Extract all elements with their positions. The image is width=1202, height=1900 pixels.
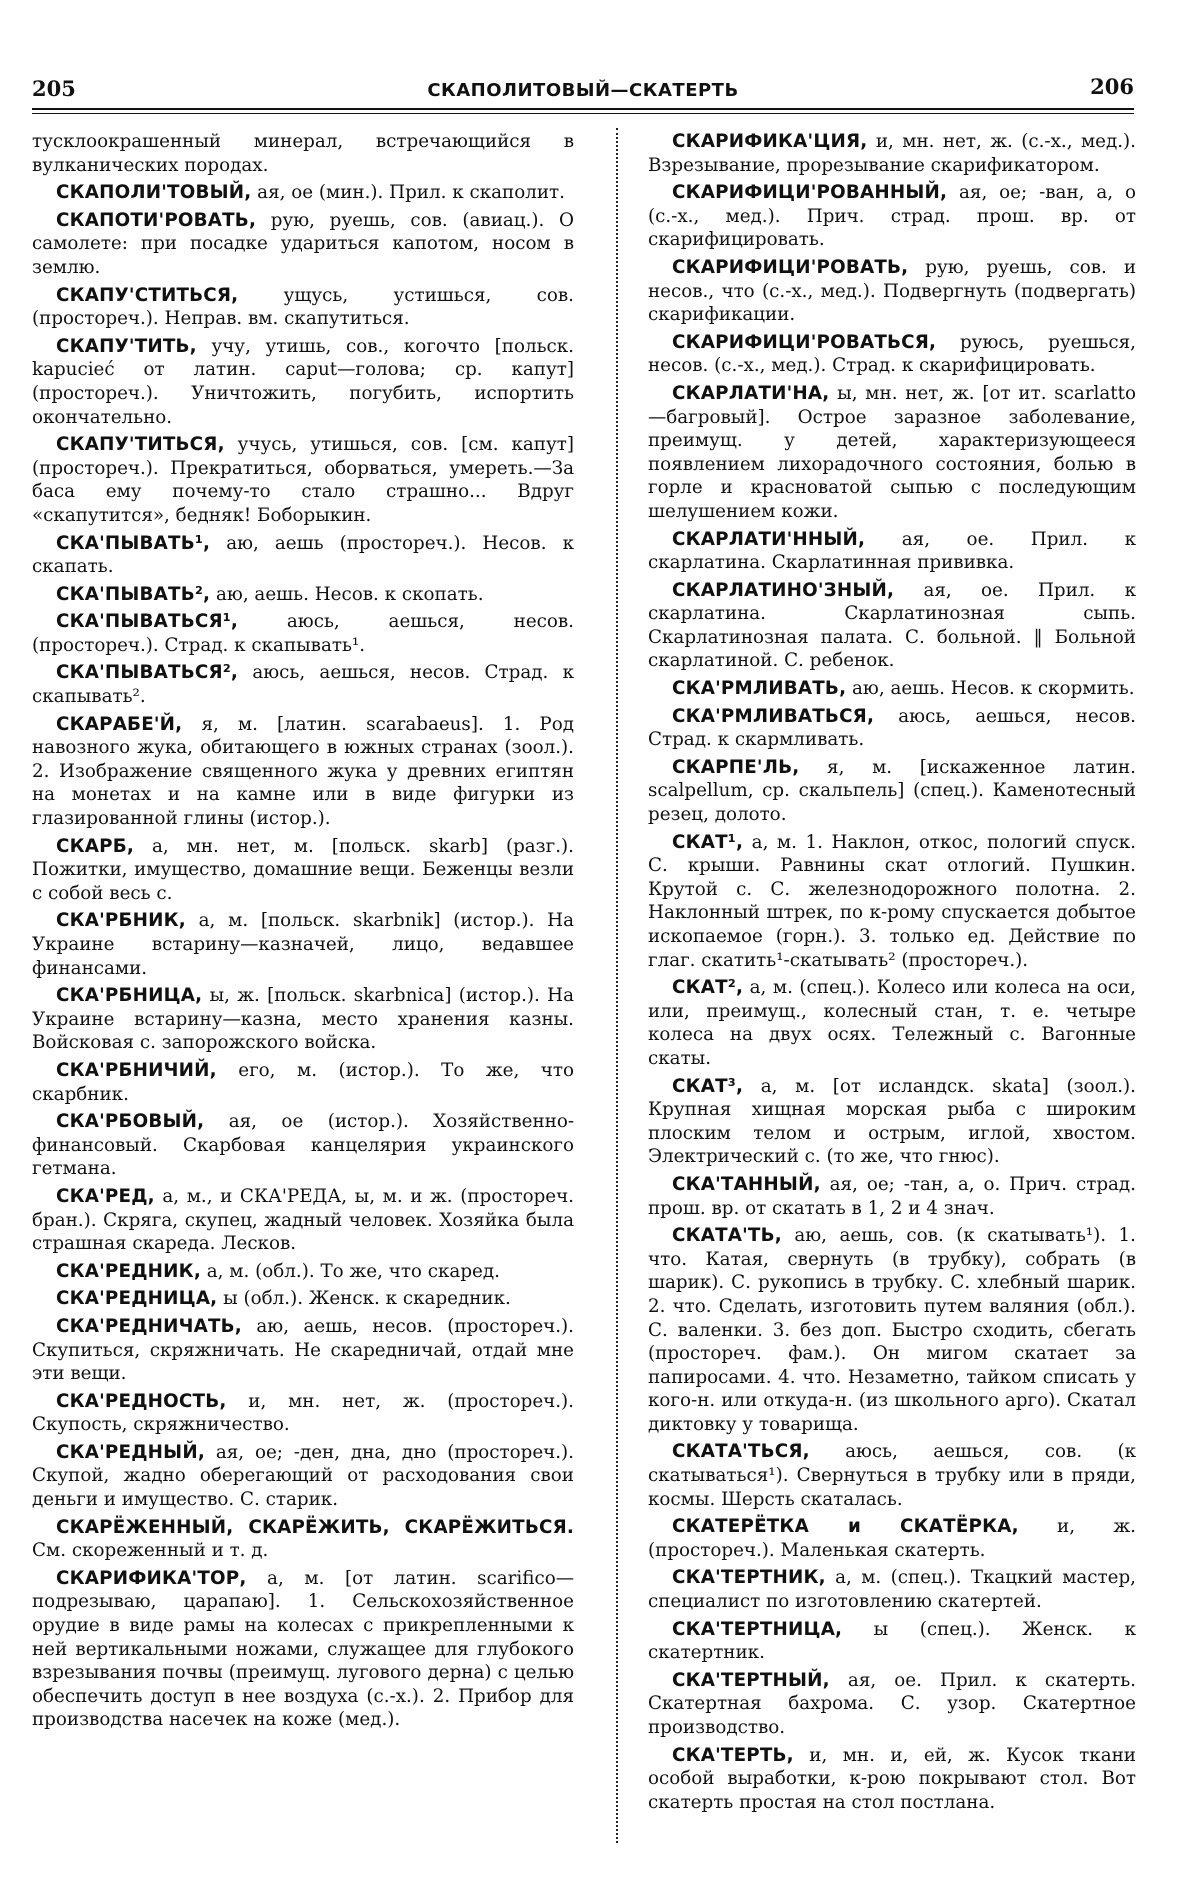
entry-headword: СКАРИФИКА'ЦИЯ, — [672, 131, 868, 152]
entry-definition: а, м., и СКА'РЕДА, ы, м. и ж. (простореч. бран.). Скряга, скупец, жадный человек. Хозяйка была страшная скареда. Лесков. — [32, 1185, 574, 1255]
entry-headword: СКАТА'ТЬСЯ, — [672, 1441, 810, 1463]
entry-headword: СКА'ПЫВАТЬСЯ², — [56, 662, 239, 684]
entry-definition: я, м. [латин. scarabaeus]. 1. Род навозного жука, обитающего в южных странах (зоол.). 2. Изображение священного жука у древних египтян на монетах и на камне или в виде фигурки из глазированной глины (истор.). — [32, 713, 574, 830]
entry-definition: аюсь, аешься, несов. Страд. к скапывать². — [32, 662, 574, 708]
dictionary-entry — [648, 130, 1136, 177]
left-column — [32, 130, 574, 1736]
entry-definition: рую, руешь, сов. (авиац.). О самолете: при посадке удариться капотом, носом в землю. — [32, 209, 574, 278]
entry-headword: СКАПОТИ'РОВАТЬ, — [56, 209, 257, 231]
entry-headword: СКАПУ'СТИТЬСЯ, — [56, 284, 239, 306]
dictionary-entry — [648, 1440, 1136, 1511]
dictionary-entry — [32, 1260, 574, 1284]
entry-definition: ая, ое; -тан, а, о. Прич. страд. прош. вр. от скатать в 1, 2 и 4 знач. — [648, 1173, 1136, 1219]
dictionary-entry — [32, 661, 574, 708]
entry-headword: СКАТЕРЁТКА и СКАТЁРКА, — [672, 1516, 1019, 1538]
entry-definition: ая, ое. Прил. к скарлатина. Скарлатинная прививка. — [648, 528, 1136, 574]
entry-definition: а, м. (спец.). Колесо или колеса на оси, или, преимущ., колесный стан, т. е. четыре колеса на двух осях. Тележный с. Вагонные скаты. — [648, 977, 1136, 1069]
entry-headword: СКАРИФИКА'ТОР, — [56, 1567, 247, 1589]
entry-definition: ая, ое; -ден, дна, дно (простореч.). Скупой, жадно оберегающий от расходования свои деньги и имущество. С. старик. — [32, 1441, 574, 1511]
right-column — [648, 130, 1136, 1818]
dictionary-entry — [648, 181, 1136, 252]
entry-definition: а, м. [от латин. scarifico—подрезываю, царапаю]. 1. Сельскохозяйственное орудие в виде рамы на колесах с прикрепленными к ней вертикальными ножами, служащее для глубокого взрезывания почвы (преимущ. лугового дерна) с целью обеспечить доступ в нее воздуха (с.-х.). 2. Прибор для производства насечек на коже (мед.). — [32, 1567, 574, 1731]
entry-headword: СКАРПЕ'ЛЬ, — [672, 756, 800, 778]
page-number-right: 206 — [1090, 74, 1134, 99]
dictionary-entry — [32, 1441, 574, 1512]
entry-headword: СКА'ТЕРТЬ, — [672, 1744, 794, 1766]
dictionary-entry — [648, 256, 1136, 327]
page-number-left: 205 — [32, 76, 76, 101]
dictionary-entry — [32, 1390, 574, 1437]
entry-definition: его, м. (истор.). То же, что скарбник. — [32, 1059, 574, 1105]
dictionary-entry — [32, 984, 574, 1055]
dictionary-entry — [32, 583, 574, 607]
entry-headword: СКА'ТЕРТНЫЙ, — [672, 1669, 830, 1691]
entry-definition: аюсь, аешься, несов. (простореч.). Страд. к скапывать¹. — [32, 611, 574, 656]
dictionary-entry — [32, 1315, 574, 1386]
entry-headword: СКА'ПЫВАТЬСЯ¹, — [56, 611, 239, 633]
entry-headword: СКА'РЕД, — [56, 1185, 155, 1207]
dictionary-entry — [648, 756, 1136, 827]
dictionary-entry — [648, 1618, 1136, 1665]
header-rule — [32, 108, 1134, 110]
dictionary-entry — [32, 284, 574, 331]
entry-headword: СКА'ТАННЫЙ, — [672, 1173, 821, 1195]
entry-headword: СКА'ТЕРТНИЦА, — [672, 1618, 843, 1640]
entry-definition: а, м. (спец.). Ткацкий мастер, специалист по изготовлению скатертей. — [648, 1567, 1136, 1613]
entry-definition: ая, ое; -ван, а, о (с.-х., мед.). Прич. страд. прош. вр. от скарифицировать. — [648, 182, 1136, 251]
entry-headword: СКА'РЕДНОСТЬ, — [56, 1390, 227, 1412]
dictionary-entry — [32, 1287, 574, 1311]
entry-headword: СКАРАБЕ'Й, — [56, 713, 183, 735]
entry-headword: СКА'ПЫВАТЬ¹, — [56, 532, 211, 554]
dictionary-entry — [32, 835, 574, 906]
entry-headword: СКА'ТЕРТНИК, — [672, 1567, 826, 1589]
entry-definition: ущусь, устишься, сов. (простореч.). Неправ. вм. скапутиться. — [32, 284, 574, 330]
entry-definition: ы, мн. нет, ж. [от ит. scarlatto—багровый]. Острое заразное заболевание, преимущ. у детей, характеризующееся появлением лихорадочного состояния, болью в горле и красноватой сыпью с последующим шелушением кожи. — [648, 382, 1136, 522]
entry-headword: СКА'РМЛИВАТЬ, — [672, 678, 847, 700]
entry-definition: ы (обл.). Женск. к скаредник. — [217, 1288, 511, 1310]
entry-headword: СКА'РЕДНИК, — [56, 1260, 201, 1282]
dictionary-entry — [648, 1744, 1136, 1815]
entry-headword: СКАПОЛИ'ТОВЫЙ, — [56, 182, 252, 204]
entry-headword: СКА'РЕДНИЧАТЬ, — [56, 1315, 242, 1337]
entry-headword: СКАТ², — [672, 977, 744, 999]
entry-headword: СКАРЛАТИ'НА, — [672, 382, 830, 404]
entry-definition: учусь, утишься, сов. [см. капут] (простореч.). Прекратиться, оборваться, умереть.—За баса ему почему-то стало страшно... Вдруг «скапутится», бедняк! Боборыкин. — [32, 434, 574, 526]
entry-definition: аю, аешь, сов. (к скатывать¹). 1. что. Катая, свернуть (в трубку), собрать (в шарик). С. рукопись в трубку. С. хлебный шарик. 2. что. Сделать, изготовить путем валяния (обл.). С. валенки. 3. без доп. Быстро сходить, сбегать (простореч. фам.). Он мигом скатает за папиросами. 4. что. Незаметно, тайком списать у кого-н. или откуда-н. (из школьного арго). Скатал диктовку у товарища. — [648, 1225, 1136, 1435]
entry-headword: СКА'РМЛИВАТЬСЯ, — [672, 705, 875, 727]
entry-headword: СКАРЁЖЕННЫЙ, СКАРЁЖИТЬ, СКАРЁЖИТЬСЯ. — [56, 1516, 574, 1538]
dictionary-entry — [648, 579, 1136, 673]
entry-definition: аю, аешь, несов. (простореч.). Скупиться, скряжничать. Не скаредничай, отдай мне эти вещи. — [32, 1315, 574, 1385]
entry-headword: СКАРИФИЦИ'РОВАННЫЙ, — [672, 182, 948, 204]
entry-headword: СКА'РБНИЧИЙ, — [56, 1059, 217, 1081]
dictionary-entry — [32, 335, 574, 429]
entry-definition: я, м. [искаженное латин. scalpellum, ср. скальпель] (спец.). Каменотесный резец, долото. — [648, 756, 1136, 826]
entry-headword: СКА'РБНИЦА, — [56, 985, 203, 1007]
entry-definition: аю, аешь. Несов. к скопать. — [210, 583, 484, 605]
dictionary-entry — [32, 1059, 574, 1106]
entry-headword: СКАПУ'ТИТЬСЯ, — [56, 434, 225, 456]
dictionary-entry — [648, 677, 1136, 701]
entry-definition: ы (спец.). Женск. к скатертник. — [648, 1618, 1136, 1664]
dictionary-entry — [648, 976, 1136, 1070]
dictionary-entry — [32, 909, 574, 980]
dictionary-entry — [32, 433, 574, 527]
entry-definition: а, м. [от исландск. skata] (зоол.). Крупная хищная морская рыба с широким плоским телом и острым, иглой, хвостом. Электрический с. (то же, что гнюс). — [648, 1075, 1136, 1168]
dictionary-entry — [32, 209, 574, 280]
entry-definition: руюсь, руешься, несов. (с.-х., мед.). Страд. к скарифицировать. — [648, 331, 1136, 377]
entry-definition: ая, ое (истор.). Хозяйственно-финансовый. Скарбовая канцелярия украинского гетмана. — [32, 1111, 574, 1180]
header-rule-thin — [32, 113, 1134, 114]
entry-headword: СКА'РЕДНИЦА, — [56, 1288, 218, 1310]
entry-headword: СКАРИФИЦИ'РОВАТЬСЯ, — [672, 331, 937, 353]
entry-definition: и, мн. нет, ж. (с.-х., мед.). Взрезывание, прорезывание скарификатором. — [648, 131, 1136, 176]
entry-definition: тусклоокрашенный минерал, встречающийся в вулканических породах. — [32, 131, 574, 176]
entry-definition: аю, аешь (простореч.). Несов. к скапать. — [32, 532, 574, 578]
dictionary-entry — [32, 1110, 574, 1181]
dictionary-entry — [32, 1185, 574, 1256]
entry-definition: ая, ое. Прил. к скарлатина. Скарлатинозная сыпь. Скарлатинозная палата. С. больной. ‖ Больной скарлатиной. С. ребенок. — [648, 579, 1136, 672]
dictionary-entry — [648, 1173, 1136, 1220]
entry-definition: рую, руешь, сов. и несов., что (с.-х., мед.). Подвергнуть (подвергать) скарификации. — [648, 256, 1136, 326]
entry-headword: СКАТ³, — [672, 1075, 744, 1097]
entry-definition: ая, ое. Прил. к скатерть. Скатертная бахрома. С. узор. Скатертное производство. — [648, 1669, 1136, 1738]
entry-definition: ая, ое (мин.). Прил. к скаполит. — [251, 182, 565, 204]
dictionary-entry — [32, 713, 574, 831]
dictionary-entry — [32, 1567, 574, 1732]
dictionary-entry — [648, 831, 1136, 973]
entry-definition: аюсь, аешься, несов. Страд. к скармливать. — [648, 705, 1136, 751]
entry-headword: СКАРЛАТИНО'ЗНЫЙ, — [672, 579, 895, 601]
dictionary-entry — [648, 1566, 1136, 1613]
entry-headword: СКАРИФИЦИ'РОВАТЬ, — [672, 256, 909, 278]
entry-definition: ы, ж. [польск. skarbnica] (истор.). На Украине встарину—казна, место хранения казны. Войсковая с. запорожского войска. — [32, 985, 574, 1054]
entry-definition: аю, аешь. Несов. к скормить. — [846, 678, 1135, 700]
dictionary-entry — [648, 331, 1136, 378]
dictionary-entry — [648, 1224, 1136, 1436]
entry-headword: СКА'РЕДНЫЙ, — [56, 1441, 205, 1463]
dictionary-entry — [648, 1075, 1136, 1169]
entry-headword: СКАТ¹, — [672, 831, 744, 853]
entry-headword: СКАТА'ТЬ, — [672, 1225, 782, 1247]
dictionary-entry — [32, 610, 574, 657]
entry-definition: учу, утишь, сов., когочто [польск. kapucieć от латин. caput—голова; ср. капут] (простореч.). Уничтожить, погубить, испортить окончательно. — [32, 335, 574, 428]
column-divider — [616, 128, 618, 1843]
dictionary-entry — [648, 1669, 1136, 1740]
entry-headword: СКАРБ, — [56, 835, 134, 857]
entry-definition: а, м. (обл.). То же, что скаред. — [200, 1260, 500, 1282]
entry-headword: СКАПУ'ТИТЬ, — [56, 335, 197, 357]
running-title: СКАПОЛИТОВЫЙ—СКАТЕРТЬ — [427, 80, 739, 101]
dictionary-entry — [648, 705, 1136, 752]
entry-definition: и, мн. и, ей, ж. Кусок ткани особой выработки, к-рою покрывают стол. Вот скатерть простая на стол постлана. — [648, 1744, 1136, 1813]
dictionary-entry — [32, 181, 574, 205]
dictionary-entry — [32, 1516, 574, 1563]
dictionary-entry — [648, 1515, 1136, 1562]
dictionary-entry — [648, 382, 1136, 524]
dictionary-entry — [32, 532, 574, 579]
entry-definition: См. скореженный и т. д. — [32, 1540, 269, 1562]
entry-definition: аюсь, аешься, сов. (к скатываться¹). Свернуться в трубку или в пряди, космы. Шерсть скаталась. — [648, 1441, 1136, 1510]
entry-headword: СКАРЛАТИ'ННЫЙ, — [672, 528, 866, 550]
entry-headword: СКА'ПЫВАТЬ², — [56, 583, 211, 605]
entry-definition: и, мн. нет, ж. (простореч.). Скупость, скряжничество. — [32, 1390, 574, 1436]
entry-definition: а, м. [польск. skarbnik] (истор.). На Украине встарину—казначей, лицо, ведавшее финансами. — [32, 910, 574, 979]
entry-headword: СКА'РБОВЫЙ, — [56, 1111, 205, 1133]
entry-headword: СКА'РБНИК, — [56, 910, 186, 932]
dictionary-entry — [32, 130, 574, 177]
entry-definition: и, ж. (простореч.). Маленькая скатерть. — [648, 1516, 1136, 1561]
dictionary-entry — [648, 528, 1136, 575]
entry-definition: а, м. 1. Наклон, откос, пологий спуск. С. крыши. Равнины скат отлогий. Пушкин. Крутой с. С. железнодорожного полотна. 2. Наклонный штрек, по к-рому спускается добытое ископаемое (горн.). 3. только ед. Действие по глаг. скатить¹-скатывать² (простореч.). — [648, 831, 1136, 971]
entry-definition: а, мн. нет, м. [польск. skarb] (разг.). Пожитки, имущество, домашние вещи. Беженцы везли с собой весь с. — [32, 835, 574, 904]
